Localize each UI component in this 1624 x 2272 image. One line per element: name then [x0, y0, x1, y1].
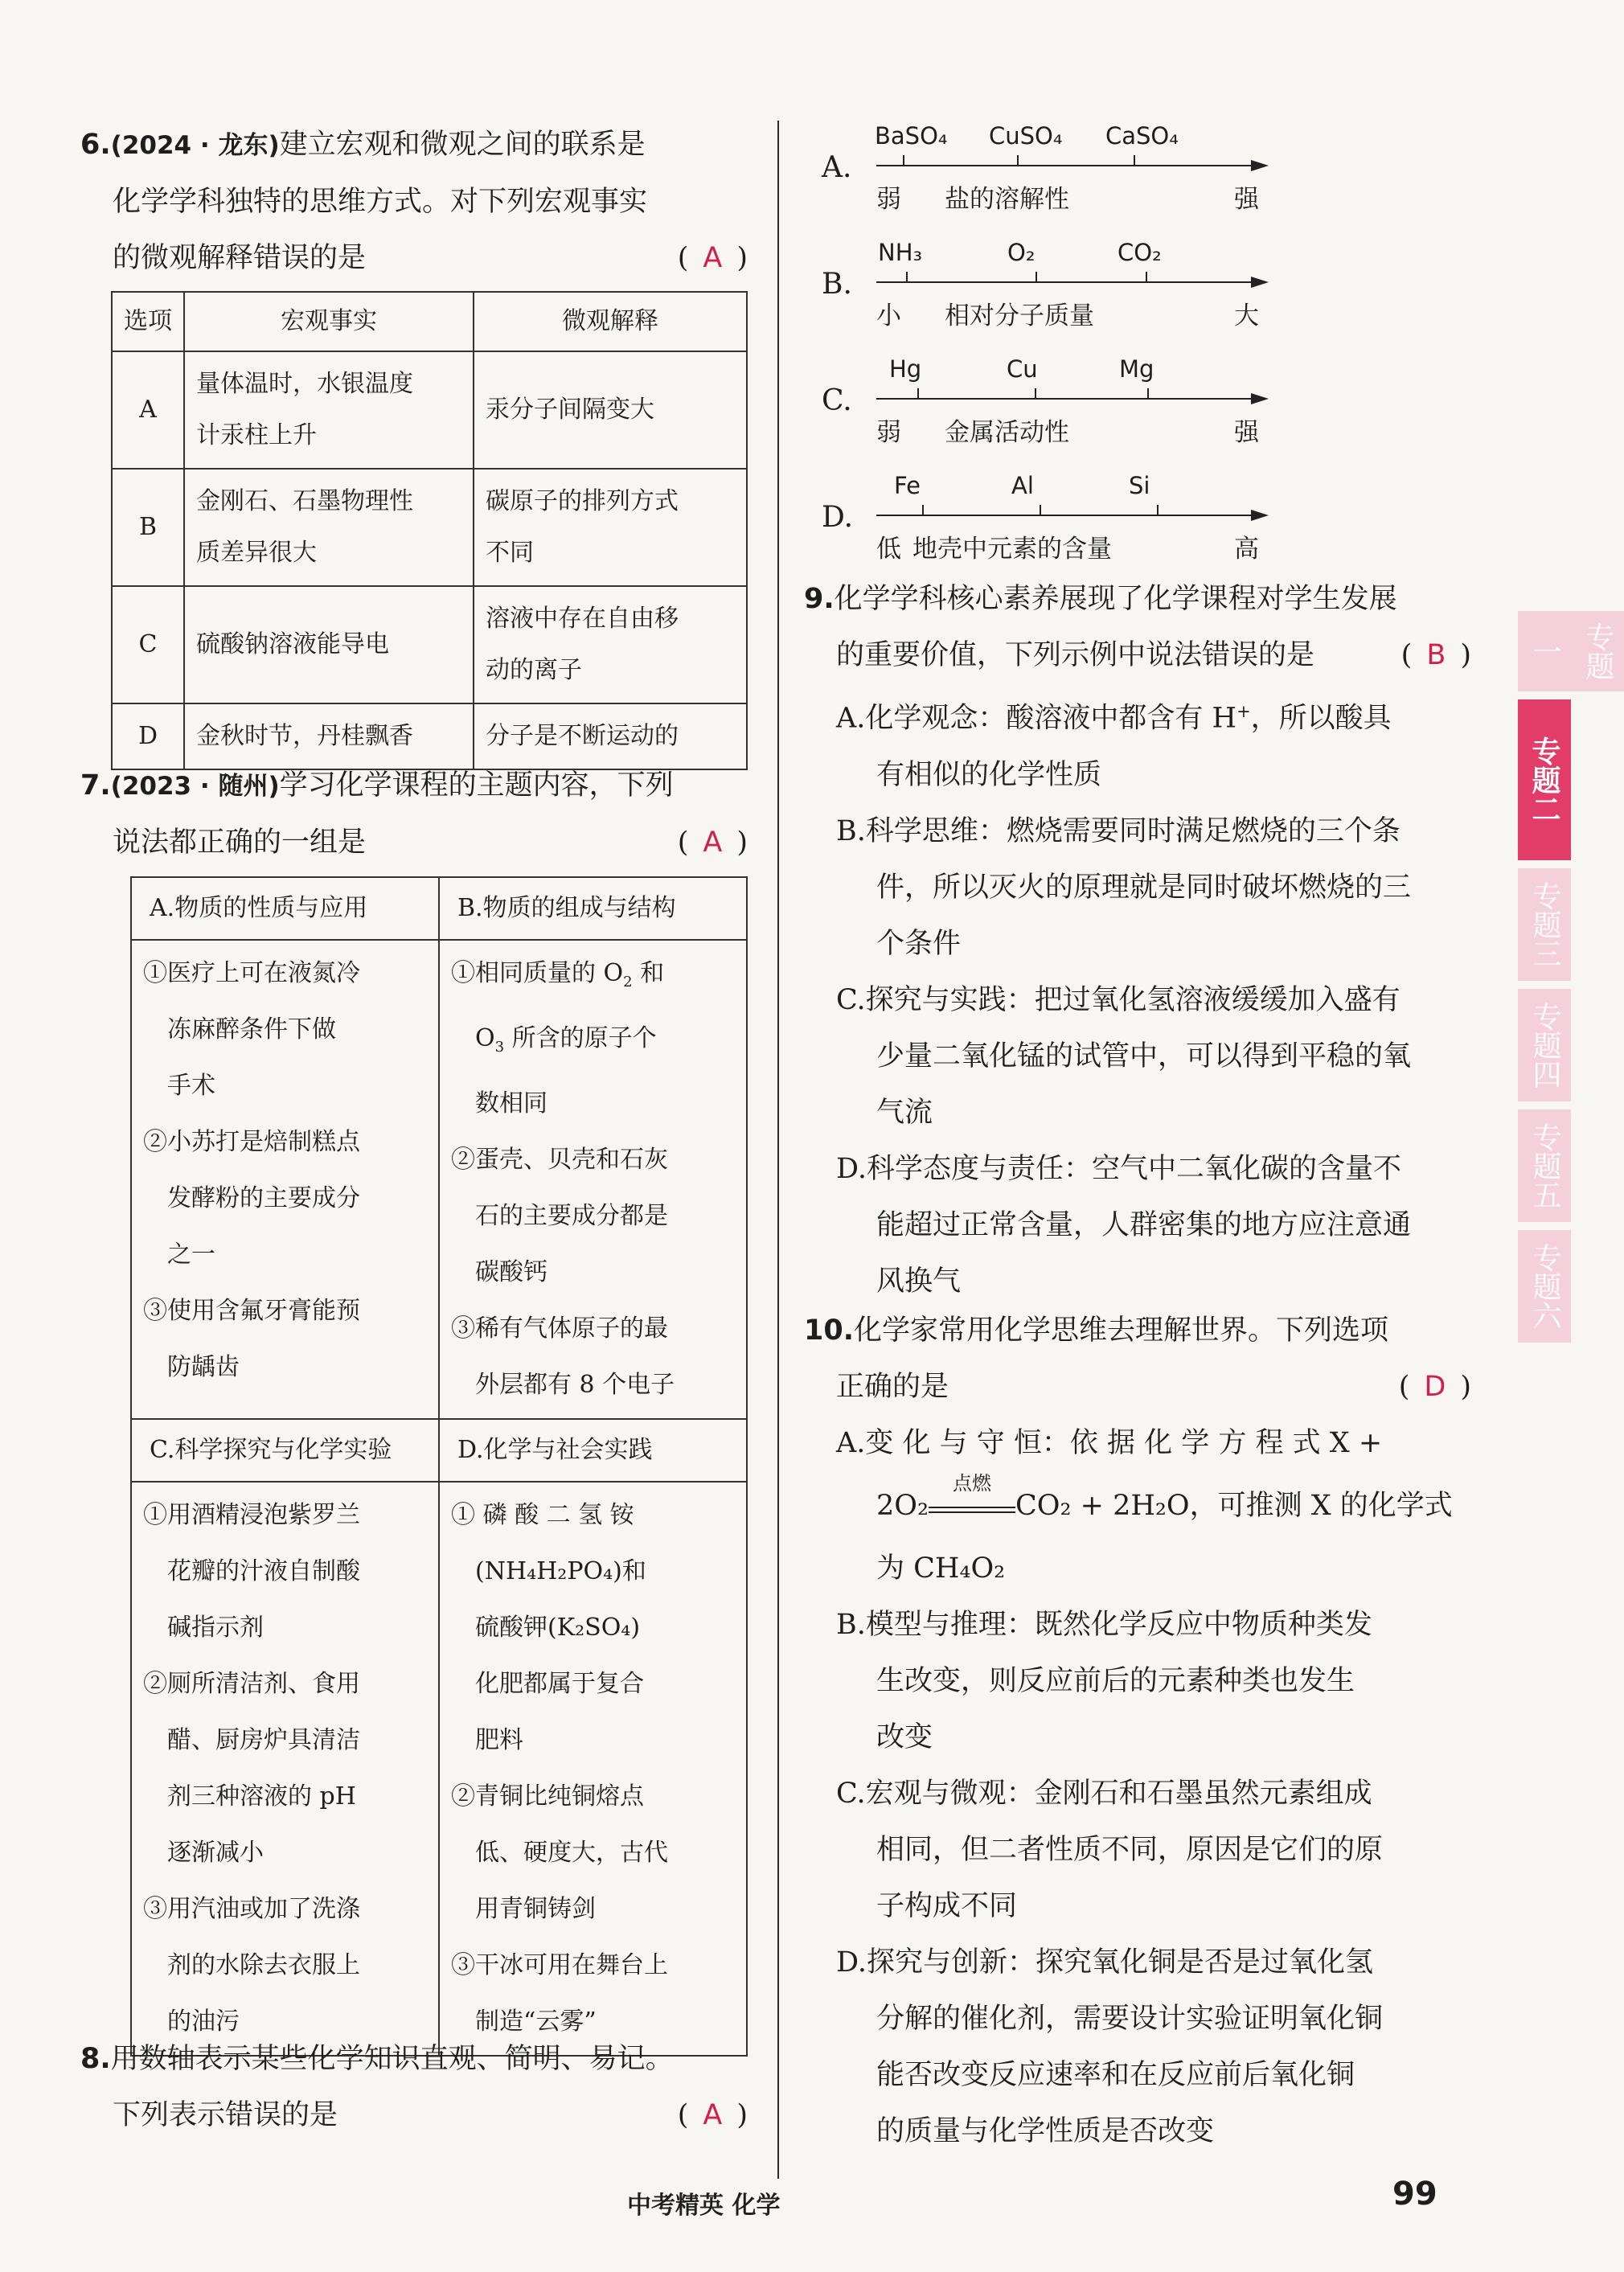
option-b: 改变	[876, 1721, 933, 1753]
axis-label: C.	[822, 384, 852, 417]
table-cell: ① 磷 酸 二 氢 铵 (NH₄H₂PO₄)和 硫酸钾(K₂SO₄) 化肥都属于复合 肥料 ②青铜比纯铜熔点 低、硬度大，古代 用青铜铸剑 ③干冰可用在舞台上 制造“云雾”	[439, 1482, 747, 2056]
table-cell: 金秋时节，丹桂飘香	[184, 703, 474, 769]
answer-bracket: ( A )	[677, 826, 748, 859]
question-stem: 化学家常用化学思维去理解世界。下列选项	[854, 1314, 1389, 1347]
axis-tick	[1036, 272, 1037, 281]
axis-tick	[903, 155, 904, 165]
option-c: C.探究与实践：把过氧化氢溶液缓缓加入盛有	[836, 983, 1400, 1016]
axis-item: Hg	[889, 355, 922, 383]
option-b: 件，所以灭火的原理就是同时破坏燃烧的三	[876, 871, 1412, 904]
question-stem: 下列表示错误的是	[113, 2099, 338, 2131]
axis-line	[876, 515, 1254, 516]
column-divider	[777, 121, 779, 2179]
question-stem: 化学学科独特的思维方式。对下列宏观事实	[113, 186, 648, 218]
axis-mid-label: 相对分子质量	[945, 301, 1094, 330]
axis-arrow	[1251, 277, 1269, 288]
question-source: (2023 · 随州)	[110, 772, 280, 801]
number-axis	[804, 121, 1471, 233]
table-cell: C	[112, 586, 184, 703]
table-header: C.科学探究与化学实验	[131, 1419, 439, 1482]
answer-bracket: ( B )	[1400, 639, 1471, 671]
axis-arrow	[1251, 393, 1269, 404]
table-cell: ①医疗上可在液氮冷 冻麻醉条件下做 手术 ②小苏打是焙制糕点 发酵粉的主要成分 之一 ③使用含氟牙膏能预 防龋齿	[131, 940, 439, 1419]
axis-tick	[1147, 388, 1149, 398]
answer-bracket: ( D )	[1398, 1371, 1471, 1403]
table-row	[112, 469, 747, 586]
table-cell: D	[112, 703, 184, 769]
chapter-tab[interactable]: 专题四	[1518, 989, 1571, 1101]
question-8	[80, 2031, 748, 2143]
axis-tick	[917, 388, 919, 398]
question-number: 7.	[80, 769, 111, 802]
axis-high-label: 大	[1234, 301, 1259, 330]
table-row	[131, 940, 747, 1419]
axis-tick	[1134, 155, 1135, 165]
axis-high-label: 强	[1234, 185, 1259, 214]
table-cell: 分子是不断运动的	[474, 703, 747, 769]
option-d: 风换气	[876, 1265, 962, 1298]
option-b: B.科学思维：燃烧需要同时满足燃烧的三个条	[836, 814, 1400, 847]
option-d: 能超过正常含量，人群密集的地方应注意通	[876, 1208, 1412, 1241]
axis-line	[876, 281, 1254, 283]
axis-low-label: 小	[876, 301, 901, 330]
axis-mid-label: 地壳中元素的含量	[912, 535, 1112, 564]
axis-item: Mg	[1119, 355, 1154, 383]
option-d: 的质量与化学性质是否改变	[876, 2115, 1215, 2147]
option-a-equation: 2O₂ 点燃 CO₂ + 2H₂O，可推测 X 的化学式	[876, 1471, 1453, 1522]
axis-label: A.	[822, 151, 852, 184]
axis-high-label: 高	[1234, 535, 1259, 564]
axis-tick	[1157, 505, 1159, 515]
table-cell: ①相同质量的 $O_2$ 和 $O_3$ 所含的原子个 数相同 ②蛋壳、贝壳和石灰 石的主要成分都是 碳酸钙 ③稀有气体原子的最 外层都有 8 个电子	[439, 940, 747, 1419]
q6-table	[111, 291, 748, 770]
answer-mark: A	[703, 242, 723, 274]
question-number: 10.	[804, 1314, 855, 1347]
table-row	[112, 586, 747, 703]
axis-tick	[906, 272, 908, 281]
option-a: A.化学观念：酸溶液中都含有 H+，所以酸具	[836, 702, 1392, 735]
question-7	[80, 757, 748, 871]
axis-tick	[1035, 388, 1036, 398]
axis-label: D.	[822, 501, 854, 534]
axis-item: O₂	[1007, 239, 1036, 266]
table-header: A.物质的性质与应用	[131, 877, 439, 940]
answer-mark: D	[1424, 1371, 1446, 1403]
table-cell: ①用酒精浸泡紫罗兰 花瓣的汁液自制酸 碱指示剂 ②厕所清洁剂、食用 醋、厨房炉具清洁 剂三种溶液的 pH 逐渐减小 ③用汽油或加了洗涤 剂的水除去衣服上 的油污	[131, 1482, 439, 2056]
axis-line	[876, 398, 1254, 400]
question-source: (2024 · 龙东)	[110, 131, 280, 160]
axis-item: Cu	[1007, 355, 1038, 383]
axis-low-label: 弱	[876, 185, 901, 214]
question-stem: 用数轴表示某些化学知识直观、简明、易记。	[110, 2043, 674, 2075]
axis-label: B.	[822, 268, 852, 301]
question-stem: 建立宏观和微观之间的联系是	[279, 129, 646, 161]
answer-bracket: ( A )	[677, 2099, 748, 2131]
number-axis	[804, 470, 1471, 583]
axis-mid-label: 盐的溶解性	[945, 185, 1069, 214]
table-cell: 硫酸钠溶液能导电	[184, 586, 474, 703]
option-b: 生改变，则反应前后的元素种类也发生	[876, 1665, 1355, 1697]
question-10	[804, 1302, 1471, 2159]
q7-table	[130, 876, 748, 2057]
table-cell: 碳原子的排列方式 不同	[474, 469, 747, 586]
question-stem: 的微观解释错误的是	[113, 242, 367, 274]
question-stem: 学习化学课程的主题内容，下列	[279, 769, 674, 802]
axis-tick	[922, 505, 924, 515]
table-header: D.化学与社会实践	[439, 1419, 747, 1482]
axis-low-label: 弱	[876, 418, 901, 447]
number-axis	[804, 354, 1471, 466]
chapter-tab[interactable]: 专题六	[1518, 1230, 1571, 1343]
question-stem: 化学学科核心素养展现了化学课程对学生发展	[834, 583, 1397, 615]
chapter-tab[interactable]: 专题三	[1518, 868, 1571, 981]
axis-high-label: 强	[1234, 418, 1259, 447]
number-axis	[804, 237, 1471, 350]
axis-line	[876, 165, 1254, 166]
table-header: B.物质的组成与结构	[439, 877, 747, 940]
chapter-tab-active[interactable]: 专题二	[1518, 699, 1571, 860]
option-a: 为 CH₄O₂	[876, 1552, 1006, 1585]
option-c: C.宏观与微观：金刚石和石墨虽然元素组成	[836, 1778, 1372, 1810]
axis-tick	[1146, 272, 1147, 281]
reaction-condition: 点燃	[929, 1502, 1015, 1513]
axis-item: BaSO₄	[875, 122, 948, 150]
option-c: 子构成不同	[876, 1890, 1018, 1922]
answer-mark: A	[703, 826, 723, 859]
page-number: 99	[1392, 2176, 1437, 2213]
table-header: 宏观事实	[184, 292, 474, 351]
question-6	[80, 117, 748, 286]
option-d: 能否改变反应速率和在反应前后氧化铜	[876, 2059, 1355, 2091]
option-b: 个条件	[876, 927, 962, 960]
chapter-tabs	[1518, 611, 1614, 1351]
question-number: 8.	[80, 2043, 111, 2075]
option-d: 分解的催化剂，需要设计实验证明氧化铜	[876, 2003, 1384, 2035]
option-a: 有相似的化学性质	[876, 758, 1102, 791]
table-row	[131, 1482, 747, 2056]
axis-item: NH₃	[878, 239, 923, 266]
table-cell: 汞分子间隔变大	[474, 351, 747, 469]
table-cell: B	[112, 469, 184, 586]
question-stem: 正确的是	[836, 1371, 949, 1403]
answer-mark: A	[703, 2099, 723, 2131]
answer-bracket: ( A )	[677, 242, 748, 274]
option-c: 少量二氧化锰的试管中，可以得到平稳的氧	[876, 1040, 1412, 1072]
table-header: 微观解释	[474, 292, 747, 351]
axis-arrow	[1251, 160, 1269, 171]
axis-tick	[1017, 155, 1019, 165]
axis-item: Al	[1011, 472, 1034, 499]
question-stem: 说法都正确的一组是	[113, 826, 367, 859]
option-d: D.科学态度与责任：空气中二氧化碳的含量不	[836, 1152, 1401, 1185]
question-stem: 的重要价值，下列示例中说法错误的是	[836, 639, 1315, 671]
question-number: 9.	[804, 583, 835, 615]
table-cell: A	[112, 351, 184, 469]
axis-item: CO₂	[1118, 239, 1162, 266]
option-a: A.变 化 与 守 恒：依 据 化 学 方 程 式 X +	[836, 1427, 1383, 1459]
axis-low-label: 低	[876, 535, 901, 564]
option-c: 相同，但二者性质不同，原因是它们的原	[876, 1834, 1384, 1866]
axis-arrow	[1251, 510, 1269, 521]
question-number: 6.	[80, 129, 111, 161]
chapter-tab[interactable]: 专题一	[1518, 611, 1624, 691]
table-cell: 量体温时，水银温度 计汞柱上升	[184, 351, 474, 469]
axis-tick	[1040, 505, 1041, 515]
option-c: 气流	[876, 1096, 933, 1129]
question-9	[804, 571, 1471, 1310]
axis-item: Fe	[894, 472, 921, 499]
table-header: 选项	[112, 292, 184, 351]
axis-mid-label: 金属活动性	[945, 418, 1069, 447]
option-b: B.模型与推理：既然化学反应中物质种类发	[836, 1609, 1372, 1641]
table-cell: 金刚石、石墨物理性 质差异很大	[184, 469, 474, 586]
axis-item: CaSO₄	[1105, 122, 1179, 150]
book-title: 中考精英 化学	[627, 2192, 781, 2220]
answer-mark: B	[1426, 639, 1446, 671]
option-d: D.探究与创新：探究氧化铜是否是过氧化氢	[836, 1946, 1373, 1979]
table-cell: 溶液中存在自由移 动的离子	[474, 586, 747, 703]
axis-item: Si	[1129, 472, 1150, 499]
table-row	[112, 351, 747, 469]
chapter-tab[interactable]: 专题五	[1518, 1109, 1571, 1222]
axis-item: CuSO₄	[989, 122, 1063, 150]
